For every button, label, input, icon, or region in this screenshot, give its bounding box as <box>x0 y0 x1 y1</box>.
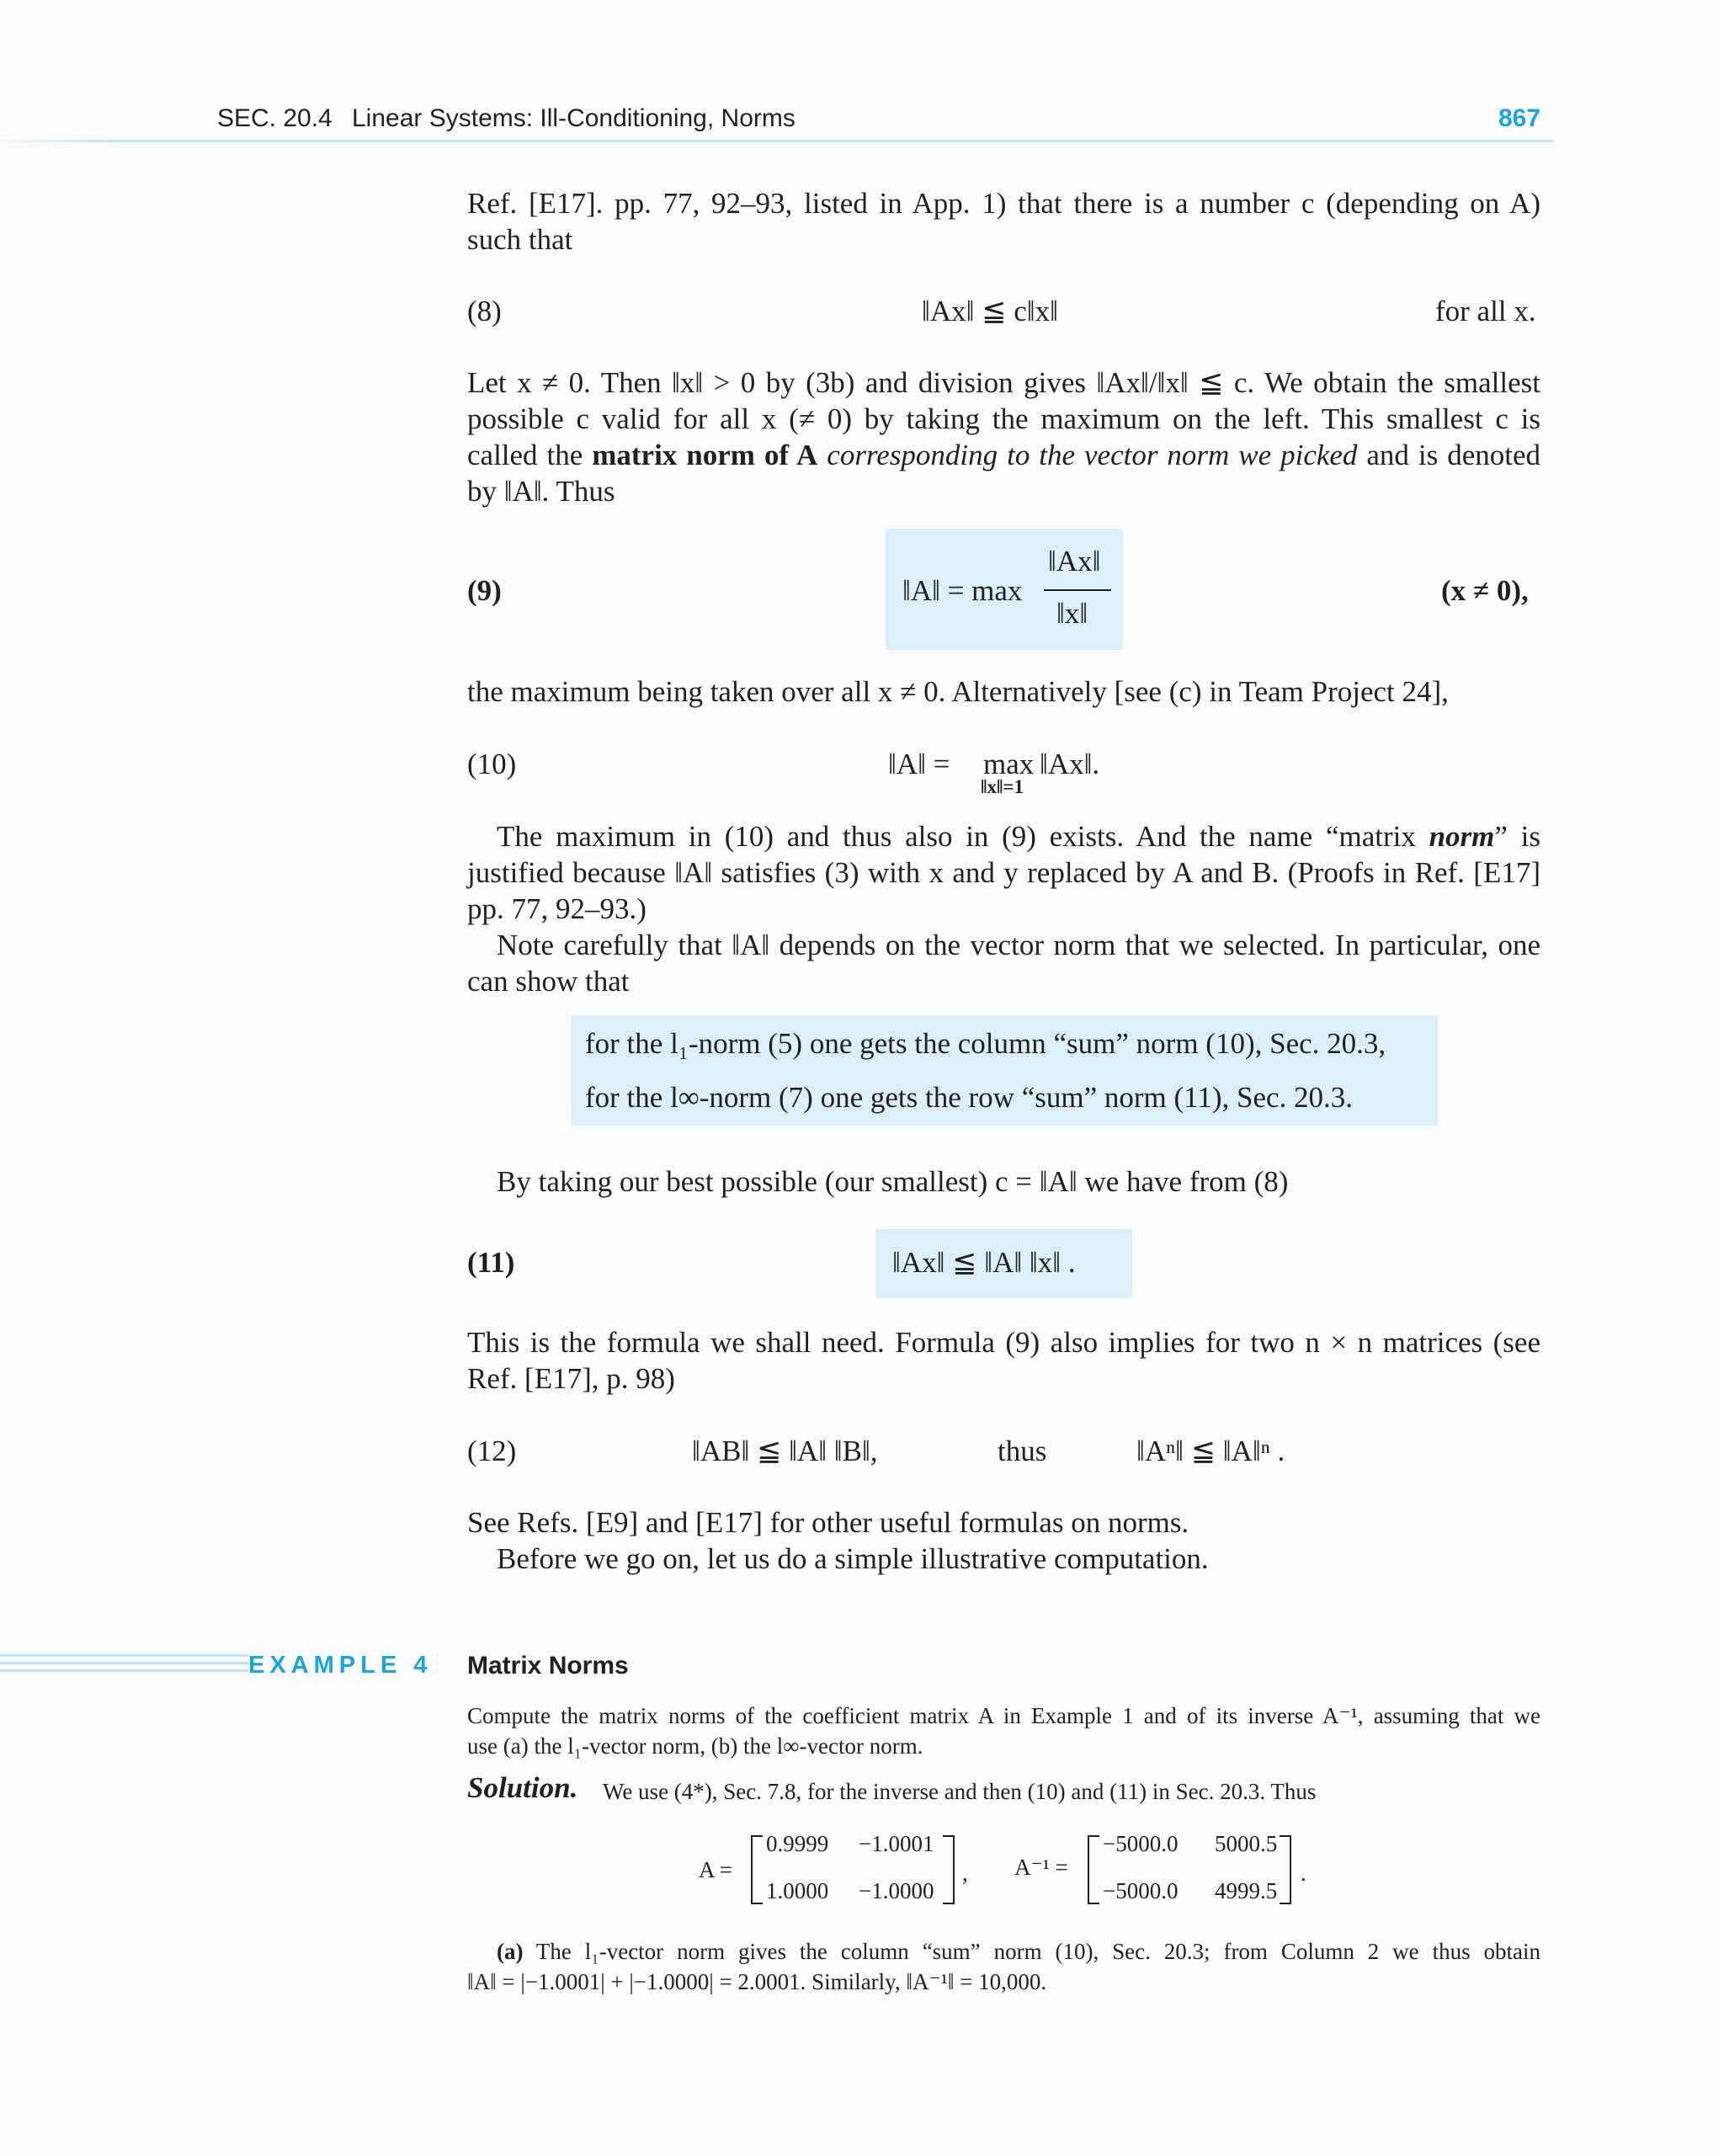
paragraph-2-line-4: by ‖A‖. Thus <box>467 475 615 508</box>
eq12-expression-2: ‖Aⁿ‖ ≦ ‖A‖ⁿ . <box>1136 1435 1285 1467</box>
eq9-condition: (x ≠ 0), <box>1441 574 1529 607</box>
solution-text: We use (4*), Sec. 7.8, for the inverse and then (10) and (11) in Sec. 20.3. Thus <box>603 1779 1317 1804</box>
p4-line1-pre: The maximum in (10) and thus also in (9) exists. And the name “matrix <box>497 820 1429 853</box>
matrix-A-comma: , <box>962 1861 968 1886</box>
eq12-number: (12) <box>467 1435 517 1467</box>
matrix-A-cell: −1.0000 <box>859 1878 934 1903</box>
eq8-condition: for all x. <box>1435 295 1536 327</box>
matrix-A-cell: −1.0001 <box>859 1831 934 1856</box>
paragraph-7-line-1: This is the formula we shall need. Formula (9) also implies for two n × n matrices (see <box>467 1326 1540 1359</box>
matrix-Ainv-period: . <box>1301 1861 1306 1886</box>
running-header-section: SEC. 20.4 <box>217 104 333 132</box>
eq9-fraction-bar <box>1044 589 1111 591</box>
part-a-line-1 <box>497 1936 1540 1967</box>
paragraph-5-line-2: can show that <box>467 965 630 998</box>
paragraph-5-line-1: Note carefully that ‖A‖ depends on the vector norm that we selected. In particular, one <box>497 929 1540 961</box>
box-note-line-1: for the l₁-norm (5) one gets the column “sum” norm (10), Sec. 20.3, <box>585 1027 1386 1060</box>
example-line-2: use (a) the l₁-vector norm, (b) the l∞-vector norm. <box>467 1733 923 1759</box>
p2-line3-pre: called the <box>467 439 593 471</box>
paragraph-3: the maximum being taken over all x ≠ 0. Alternatively [see (c) in Team Project 24], <box>467 675 1449 708</box>
eq10-rhs: ‖Ax‖. <box>1040 748 1100 780</box>
p2-line3-post: and is denoted <box>1357 439 1540 471</box>
paragraph-2-line-1: Let x ≠ 0. Then ‖x‖ > 0 by (3b) and division gives ‖Ax‖/‖x‖ ≦ c. We obtain the smallest <box>467 366 1540 399</box>
paragraph-8-line-1: See Refs. [E9] and [E17] for other useful formulas on norms. <box>467 1506 1189 1539</box>
eq11-expression: ‖Ax‖ ≦ ‖A‖ ‖x‖ . <box>892 1246 1076 1279</box>
eq10-max: max <box>983 748 1035 780</box>
matrix-A-cell: 1.0000 <box>766 1878 829 1903</box>
example-title: Matrix Norms <box>467 1652 629 1680</box>
eq12-expression-1: ‖AB‖ ≦ ‖A‖ ‖B‖, <box>692 1435 878 1467</box>
paragraph-4-line-2: justified because ‖A‖ satisfies (3) with x and y replaced by A and B. (Proofs in Ref. [E17] <box>467 856 1540 889</box>
eq8-number: (8) <box>467 295 502 327</box>
paragraph-7-line-2: Ref. [E17], p. 98) <box>467 1362 675 1395</box>
eq9-denominator: ‖x‖ <box>1056 597 1088 630</box>
paragraph-1-line-2: such that <box>467 223 573 256</box>
eq12-thus: thus <box>998 1435 1047 1467</box>
p2-line3-italic: corresponding to the vector norm we picked <box>817 439 1358 471</box>
eq11-number: (11) <box>467 1246 515 1279</box>
eq9-numerator: ‖Ax‖ <box>1048 545 1101 578</box>
part-a-line-2: ‖A‖ = |−1.0001| + |−1.0000| = 2.0001. Similarly, ‖A⁻¹‖ = 10,000. <box>467 1969 1047 1994</box>
part-a-label: (a) <box>497 1939 524 1964</box>
matrix-Ainv-label: A⁻¹ = <box>1014 1855 1068 1880</box>
norm-term: norm <box>1429 820 1495 853</box>
matrix-A-left-bracket <box>751 1835 763 1904</box>
matrix-Ainv-right-bracket <box>1280 1835 1291 1904</box>
eq10-number: (10) <box>467 748 517 780</box>
matrix-Ainv-cell: 4999.5 <box>1215 1878 1278 1903</box>
paragraph-4-line-3: pp. 77, 92–93.) <box>467 892 646 925</box>
page-number: 867 <box>1498 104 1541 132</box>
eq9-number: (9) <box>467 574 502 607</box>
matrix-norm-term: matrix norm of A <box>592 439 818 471</box>
matrix-A-right-bracket <box>943 1835 955 1904</box>
p4-line1-post: ” is <box>1494 820 1540 853</box>
example-label: EXAMPLE 4 <box>248 1652 437 1680</box>
matrix-Ainv-cell: −5000.0 <box>1103 1878 1179 1903</box>
solution-label: Solution. <box>467 1771 578 1804</box>
eq9-lhs: ‖A‖ = max <box>902 574 1023 607</box>
eq10-subscript: ‖x‖=1 <box>981 776 1024 797</box>
paragraph-2-line-3 <box>467 437 1540 473</box>
matrix-A-label: A = <box>699 1857 732 1882</box>
matrix-Ainv-cell: −5000.0 <box>1103 1831 1179 1856</box>
running-header-title: Linear Systems: Ill-Conditioning, Norms <box>352 104 795 132</box>
paragraph-1-line-1: Ref. [E17]. pp. 77, 92–93, listed in App. 1) that there is a number c (depending on A) <box>467 187 1540 220</box>
eq10-lhs: ‖A‖ = <box>888 748 950 780</box>
header-rule <box>0 140 1553 142</box>
paragraph-2-line-2: possible c valid for all x (≠ 0) by taking the maximum on the left. This smallest c is <box>467 402 1540 435</box>
matrix-A-cell: 0.9999 <box>766 1831 829 1856</box>
box-note-line-2: for the l∞-norm (7) one gets the row “sum” norm (11), Sec. 20.3. <box>585 1081 1354 1114</box>
paragraph-6: By taking our best possible (our smallest) c = ‖A‖ we have from (8) <box>497 1165 1289 1198</box>
part-a-text: The l₁-vector norm gives the column “sum” norm (10), Sec. 20.3; from Column 2 we thus obtain <box>523 1939 1540 1964</box>
paragraph-8-line-2: Before we go on, let us do a simple illustrative computation. <box>497 1542 1209 1575</box>
matrix-Ainv-cell: 5000.5 <box>1215 1831 1278 1856</box>
paragraph-4-line-1 <box>497 818 1540 854</box>
matrix-Ainv-left-bracket <box>1088 1835 1099 1904</box>
eq8-expression: ‖Ax‖ ≦ c‖x‖ <box>922 295 1058 327</box>
example-line-1: Compute the matrix norms of the coefficient matrix A in Example 1 and of its inverse A⁻¹, assuming that we <box>467 1703 1540 1728</box>
